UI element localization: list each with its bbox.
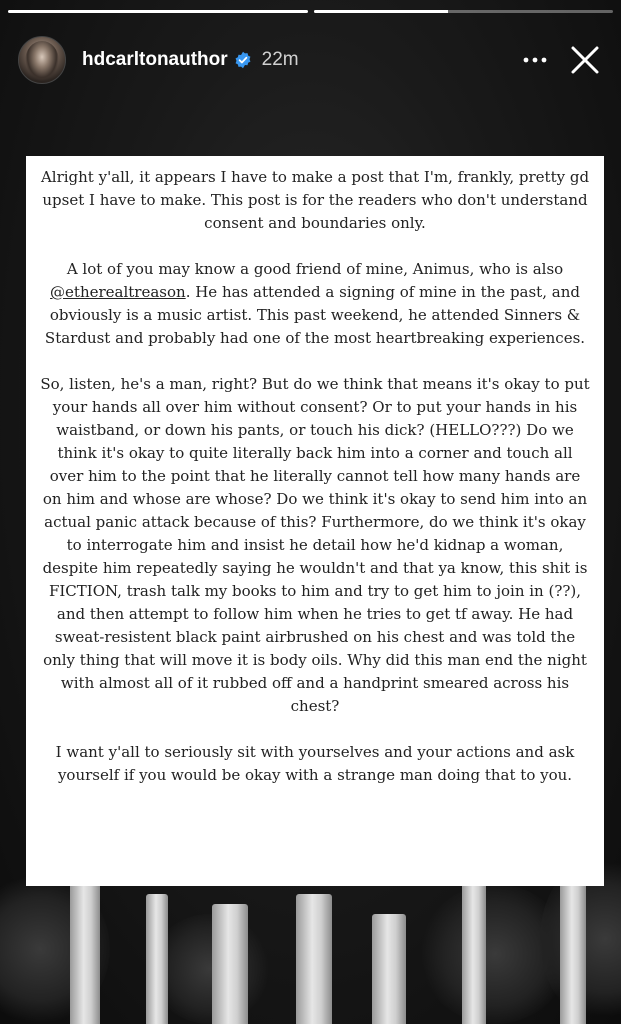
more-options-button[interactable] [513,38,557,82]
story-progress-bars [8,10,613,14]
post-paragraph-1: Alright y'all, it appears I have to make a post that I'm, frankly, pretty gd upset I have to make. This post is for the readers who don't understand consent and boundaries only. [40,168,590,232]
story-header [18,32,607,88]
post-paragraph-3: So, listen, he's a man, right? But do we think that means it's okay to put your hands all over him without consent? Or to put your hands in his waistband, or down his pants, or touch his dick? (HELLO???) Do we think it's okay to quite literally back him into a corner and touch all over him to the point that he literally cannot tell how many hands are on him and whose are whose? Do we think it's okay to send him into an actual panic attack because of this? Furthermore, do we think it's okay to interrogate him and insist he detail how he'd kidnap a woman, despite him repeatedly saying he wouldn't and that ya know, this shit is FICTION, trash talk my books to him and try to get him to join in (??), and then attempt to follow him when he tries to get tf away. He had sweat-resistent black paint airbrushed on his chest and was told the only thing that will move it is body oils. Why did this man end the night with almost all of it rubbed off and a handprint smeared across his chest? [40,375,590,715]
post-time: 22m [261,49,299,70]
post-paragraph-4: I want y'all to seriously sit with yourselves and your actions and ask yourself if you would be okay with a strange man doing that to you. [55,743,575,784]
progress-segment [314,10,614,13]
progress-segment [8,10,308,13]
mention-link[interactable]: @etherealtreason [50,283,186,301]
verified-badge-icon [234,51,252,69]
post-text-card [26,156,604,886]
post-paragraph-2: A lot of you may know a good friend of mine, Animus, who is also @etherealtreason. He has attended a signing of mine in the past, and obviously is a music artist. This past weekend, he attended Sinners & Stardust and probably had one of the most heartbreaking experiences. [44,260,586,347]
avatar[interactable] [18,36,66,84]
more-dots-icon [523,57,547,63]
close-icon [570,45,600,75]
close-button[interactable] [563,38,607,82]
username[interactable]: hdcarltonauthor [82,49,228,70]
